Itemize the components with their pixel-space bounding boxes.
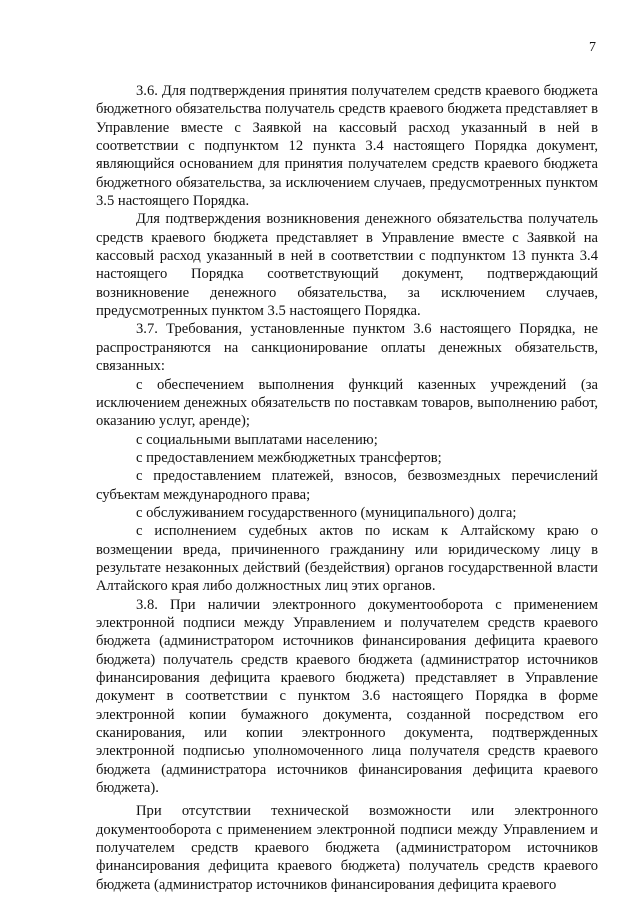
paragraph-no-edo: При отсутствии технической возможности или электронного документооборота с применением электронной подписи между Управлением и получателем средств краевого бюджета (администратором источников финансирования дефицита краевого бюджета) получатель средств краевого бюджета (администратор источников финансирования дефицита краевого — [96, 803, 598, 893]
paragraph-3-6: 3.6. Для подтверждения принятия получателем средств краевого бюджета бюджетного обязательства получатель средств краевого бюджета представляет в Управление вместе с Заявкой на кассовый расход указанный в ней в соответствии с подпунктом 12 пункта 3.4 настоящего Порядка документ, являющийся основанием для принятия получателем средств краевого бюджета бюджетного обязательства, за исключением случаев, предусмотренных пунктом 3.5 настоящего Порядка. — [96, 83, 598, 210]
paragraph-3-7: 3.7. Требования, установленные пунктом 3.6 настоящего Порядка, не распространяются на санкционирование оплаты денежных обязательств, связанных: — [96, 321, 598, 375]
body-text — [96, 82, 598, 894]
list-item: с обеспечением выполнения функций казенных учреждений (за исключением денежных обязательств по поставкам товаров, выполнению работ, оказанию услуг, аренде); — [96, 376, 598, 430]
list-item: с обслуживанием государственного (муниципального) долга; — [136, 504, 517, 521]
paragraph-monetary-obligation: Для подтверждения возникновения денежного обязательства получатель средств краевого бюджета представляет в Управление вместе с Заявкой на кассовый расход указанный в ней в соответствии с подпунктом 13 пункта 3.4 настоящего Порядка соответствующий документ, подтверждающий возникновение денежного обязательства, за исключением случаев, предусмотренных пунктом 3.5 настоящего Порядка. — [96, 211, 598, 320]
page-number: 7 — [589, 40, 596, 55]
list-item: с исполнением судебных актов по искам к Алтайскому краю о возмещении вреда, причиненного гражданину или юридическому лицу в результате незаконных действий (бездействия) органов государственной власти Алтайского края либо должностных лиц этих органов. — [96, 523, 598, 595]
list-item: с предоставлением межбюджетных трансфертов; — [136, 449, 442, 466]
paragraph-3-8: 3.8. При наличии электронного документооборота с применением электронной подписи между Управлением и получателем средств краевого бюджета (администратором источников финансирования дефицита краевого бюджета) получатель средств краевого бюджета (администратор источников финансирования дефицита краевого бюджета) представляет в Управление документ в соответствии с пунктом 3.6 настоящего Порядка в форме электронной копии бумажного документа, созданной посредством его сканирования, или копии электронного документа, подтвержденных электронной подписью уполномоченного лица получателя средств краевого бюджета (администратора источников финансирования дефицита краевого бюджета). — [96, 596, 598, 797]
list-item: с предоставлением платежей, взносов, безвозмездных перечислений субъектам международного права; — [96, 468, 598, 503]
list-item: с социальными выплатами населению; — [136, 431, 378, 448]
